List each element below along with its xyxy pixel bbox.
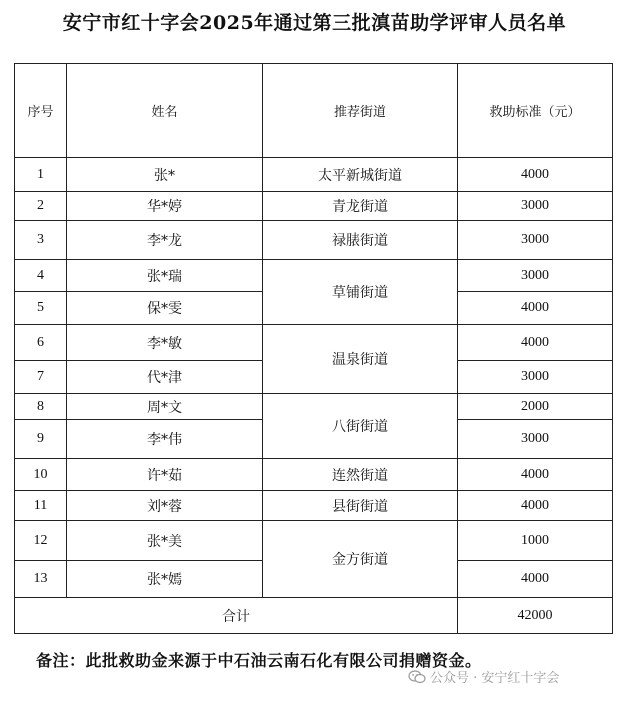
row-name: 保*雯 xyxy=(67,292,263,325)
row-index: 2 xyxy=(15,192,67,221)
table-row xyxy=(15,325,613,361)
row-index: 3 xyxy=(15,221,67,260)
row-index: 13 xyxy=(15,561,67,598)
row-name: 华*婷 xyxy=(67,192,263,221)
table-header-row xyxy=(15,64,613,158)
row-name: 张*嫣 xyxy=(67,561,263,598)
footnote: 备注：此批救助金来源于中石油云南石化有限公司捐赠资金。 xyxy=(36,651,482,670)
header-street: 推荐街道 xyxy=(263,64,458,158)
total-row xyxy=(15,598,613,634)
row-name: 张* xyxy=(67,158,263,192)
watermark-text: 公众号 · 安宁红十字会 xyxy=(430,671,560,686)
table-row xyxy=(15,158,613,192)
row-street: 太平新城街道 xyxy=(263,158,458,192)
row-amount: 3000 xyxy=(458,221,613,260)
row-amount: 4000 xyxy=(458,561,613,598)
row-name: 张*瑞 xyxy=(67,260,263,292)
row-street: 温泉街道 xyxy=(263,325,458,394)
table-row xyxy=(15,221,613,260)
row-index: 6 xyxy=(15,325,67,361)
total-label: 合计 xyxy=(15,598,458,634)
row-index: 4 xyxy=(15,260,67,292)
row-amount: 1000 xyxy=(458,521,613,561)
row-index: 9 xyxy=(15,420,67,459)
row-index: 11 xyxy=(15,491,67,521)
wechat-icon xyxy=(408,670,426,684)
row-amount: 3000 xyxy=(458,420,613,459)
row-name: 李*敏 xyxy=(67,325,263,361)
row-amount: 3000 xyxy=(458,260,613,292)
table-row xyxy=(15,491,613,521)
header-name: 姓名 xyxy=(67,64,263,158)
watermark xyxy=(408,667,559,686)
row-street: 连然街道 xyxy=(263,459,458,491)
total-amount: 42000 xyxy=(458,598,613,634)
table-row xyxy=(15,521,613,561)
header-amount: 救助标准（元） xyxy=(458,64,613,158)
row-index: 7 xyxy=(15,361,67,394)
row-street: 青龙街道 xyxy=(263,192,458,221)
row-index: 1 xyxy=(15,158,67,192)
row-name: 周*文 xyxy=(67,394,263,420)
table-row xyxy=(15,192,613,221)
header-index: 序号 xyxy=(15,64,67,158)
row-amount: 3000 xyxy=(458,192,613,221)
row-street: 县街街道 xyxy=(263,491,458,521)
recipient-table xyxy=(14,63,613,634)
row-name: 刘*蓉 xyxy=(67,491,263,521)
row-index: 10 xyxy=(15,459,67,491)
row-street: 草铺街道 xyxy=(263,260,458,325)
document-title: 安宁市红十字会2025年通过第三批滇苗助学评审人员名单 xyxy=(62,12,567,34)
row-amount: 4000 xyxy=(458,325,613,361)
row-amount: 4000 xyxy=(458,491,613,521)
table-row xyxy=(15,394,613,420)
row-index: 12 xyxy=(15,521,67,561)
row-name: 许*茹 xyxy=(67,459,263,491)
row-amount: 4000 xyxy=(458,292,613,325)
row-name: 李*伟 xyxy=(67,420,263,459)
table-row xyxy=(15,459,613,491)
row-name: 李*龙 xyxy=(67,221,263,260)
row-amount: 4000 xyxy=(458,459,613,491)
row-amount: 2000 xyxy=(458,394,613,420)
row-street: 金方街道 xyxy=(263,521,458,598)
row-street: 禄脿街道 xyxy=(263,221,458,260)
table-row xyxy=(15,260,613,292)
row-name: 代*津 xyxy=(67,361,263,394)
row-amount: 4000 xyxy=(458,158,613,192)
row-index: 8 xyxy=(15,394,67,420)
row-street: 八街街道 xyxy=(263,394,458,459)
row-name: 张*美 xyxy=(67,521,263,561)
row-index: 5 xyxy=(15,292,67,325)
row-amount: 3000 xyxy=(458,361,613,394)
